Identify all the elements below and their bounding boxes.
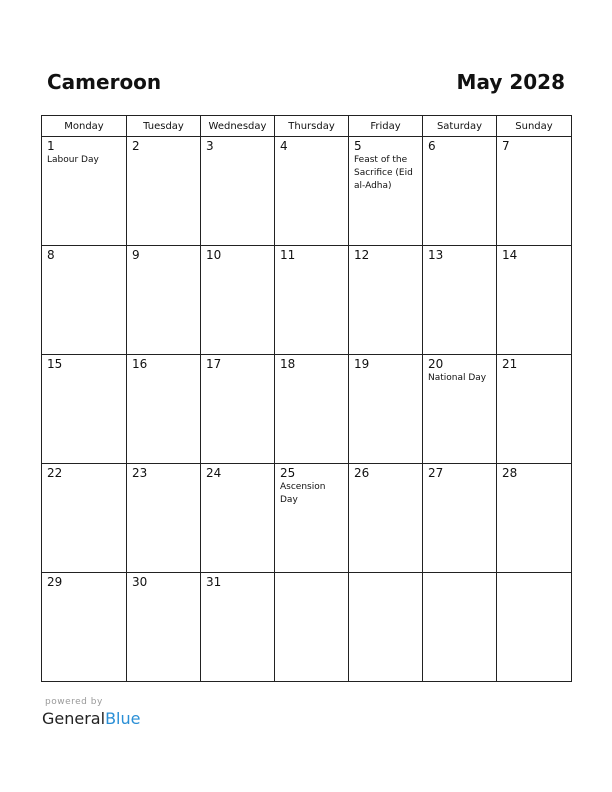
day-number: 4 (280, 139, 288, 153)
day-cell (349, 573, 423, 682)
day-cell (42, 246, 127, 355)
day-number: 29 (47, 575, 63, 589)
day-cell (349, 246, 423, 355)
day-number: 1 (47, 139, 55, 153)
holiday-label: Ascension Day (280, 482, 326, 505)
day-number: 6 (428, 139, 436, 153)
day-cell (349, 464, 423, 573)
brand-logo (42, 709, 140, 729)
day-cell (42, 137, 127, 246)
day-number: 11 (280, 248, 296, 262)
weekday-header-monday: Monday (42, 116, 127, 137)
week-row (42, 355, 572, 464)
footer-branding (42, 697, 140, 729)
day-number: 25 (280, 466, 296, 480)
day-cell (275, 246, 349, 355)
day-number: 26 (354, 466, 370, 480)
day-cell (497, 464, 572, 573)
day-number: 13 (428, 248, 444, 262)
day-cell (201, 355, 275, 464)
day-cell (42, 573, 127, 682)
day-cell (497, 355, 572, 464)
weekday-header-sunday: Sunday (497, 116, 572, 137)
day-cell (349, 355, 423, 464)
week-row (42, 246, 572, 355)
powered-by-text: powered by (45, 697, 103, 707)
day-cell (275, 573, 349, 682)
day-cell (201, 464, 275, 573)
day-number: 9 (132, 248, 140, 262)
day-number: 7 (502, 139, 510, 153)
day-number: 19 (354, 357, 370, 371)
day-cell (423, 464, 497, 573)
day-number: 10 (206, 248, 222, 262)
day-number: 8 (47, 248, 55, 262)
day-number: 30 (132, 575, 148, 589)
day-number: 20 (428, 357, 444, 371)
day-cell (127, 355, 201, 464)
weekday-header-saturday: Saturday (423, 116, 497, 137)
day-number: 3 (206, 139, 214, 153)
day-number: 15 (47, 357, 63, 371)
day-cell (423, 355, 497, 464)
weekday-header-tuesday: Tuesday (127, 116, 201, 137)
day-cell (201, 246, 275, 355)
month-calendar-grid (41, 115, 572, 682)
day-number: 21 (502, 357, 518, 371)
holiday-label: National Day (428, 373, 487, 383)
day-cell (275, 464, 349, 573)
day-cell (497, 573, 572, 682)
day-cell (201, 137, 275, 246)
day-cell (42, 464, 127, 573)
brand-name-blue: Blue (105, 709, 141, 728)
week-row (42, 464, 572, 573)
day-cell (42, 355, 127, 464)
day-number: 5 (354, 139, 362, 153)
day-cell (275, 137, 349, 246)
country-title: Cameroon (47, 70, 162, 94)
day-number: 31 (206, 575, 222, 589)
day-number: 28 (502, 466, 518, 480)
day-cell (127, 573, 201, 682)
week-row (42, 137, 572, 246)
week-row (42, 573, 572, 682)
calendar-header (41, 70, 571, 100)
day-cell (497, 137, 572, 246)
month-year-title: May 2028 (456, 70, 565, 94)
day-cell (201, 573, 275, 682)
day-number: 2 (132, 139, 140, 153)
holiday-label: Feast of the Sacrifice (Eid al-Adha) (354, 155, 413, 191)
day-cell (423, 246, 497, 355)
day-number: 14 (502, 248, 518, 262)
day-cell (349, 137, 423, 246)
day-number: 22 (47, 466, 63, 480)
weekday-header-thursday: Thursday (275, 116, 349, 137)
holiday-label: Labour Day (47, 155, 99, 165)
weekday-header-friday: Friday (349, 116, 423, 137)
day-cell (275, 355, 349, 464)
day-cell (127, 137, 201, 246)
day-cell (127, 464, 201, 573)
day-cell (423, 573, 497, 682)
weekday-header-row (42, 116, 572, 137)
day-cell (127, 246, 201, 355)
day-cell (497, 246, 572, 355)
day-number: 18 (280, 357, 296, 371)
day-number: 27 (428, 466, 444, 480)
weekday-header-wednesday: Wednesday (201, 116, 275, 137)
day-number: 16 (132, 357, 148, 371)
day-number: 24 (206, 466, 222, 480)
day-number: 17 (206, 357, 222, 371)
day-number: 23 (132, 466, 148, 480)
day-number: 12 (354, 248, 370, 262)
day-cell (423, 137, 497, 246)
brand-name-general: General (42, 709, 106, 728)
